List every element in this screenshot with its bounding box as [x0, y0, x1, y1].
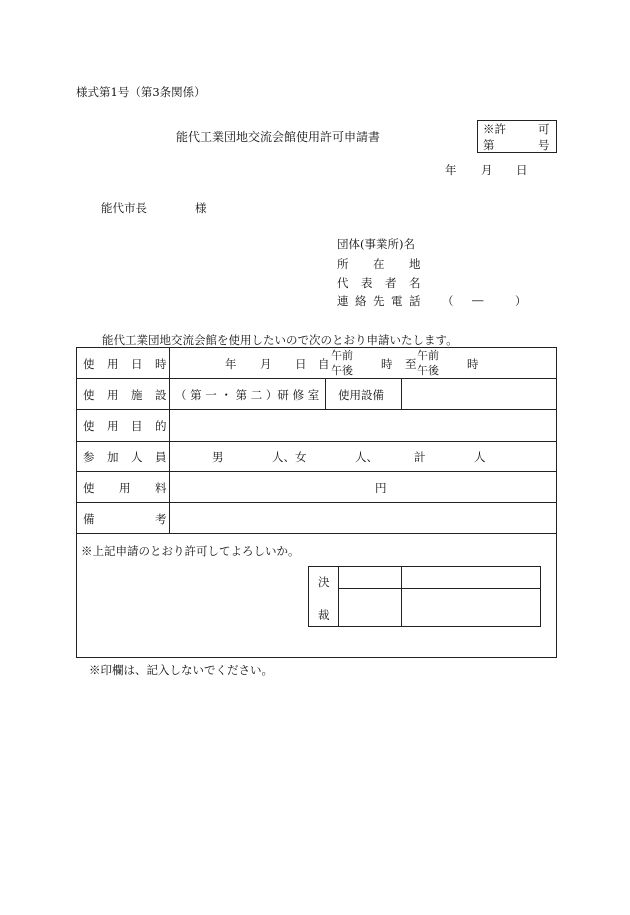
to-am: 午前: [417, 349, 439, 362]
date-day: 日: [516, 163, 528, 177]
permit-line2-right: 号: [538, 138, 550, 152]
address-label-1: 所: [337, 257, 349, 271]
page-title: 能代工業団地交流会館使用許可申請書: [176, 130, 381, 144]
decision-label-1: 決: [318, 575, 330, 589]
equipment-divider: [401, 378, 402, 409]
address-label-3: 地: [409, 257, 421, 271]
participants-label-4: 員: [155, 450, 167, 464]
phone-label-3: 先: [373, 294, 385, 308]
row-divider: [76, 533, 557, 534]
addressee-name: 能代市長: [101, 201, 147, 215]
date-row-label-2: 用: [107, 357, 119, 371]
rep-label-3: 者: [385, 276, 397, 290]
row-divider: [76, 502, 557, 503]
usage-day: 日: [295, 357, 307, 371]
phone-close-paren: ）: [515, 294, 527, 308]
from-am: 午前: [331, 349, 353, 362]
usage-month: 月: [260, 357, 272, 371]
to-hour: 時: [467, 357, 479, 371]
approval-divider: [338, 566, 339, 627]
purpose-label-1: 使: [83, 419, 95, 433]
facility-divider: [325, 378, 326, 409]
total-label: 計: [414, 450, 426, 464]
phone-label-5: 話: [409, 294, 421, 308]
person-label: 人: [474, 450, 486, 464]
row-divider: [76, 441, 557, 442]
phone-open-paren: （: [442, 294, 454, 308]
purpose-label-3: 目: [131, 419, 143, 433]
participants-label-3: 人: [131, 450, 143, 464]
remarks-label-2: 考: [155, 512, 167, 526]
from-hour: 時: [381, 357, 393, 371]
date-year: 年: [445, 163, 457, 177]
intro-text: 能代工業団地交流会館を使用したいので次のとおり申請いたします。: [102, 333, 458, 347]
address-label-2: 在: [373, 257, 385, 271]
usage-year: 年: [225, 357, 237, 371]
row-divider: [76, 378, 557, 379]
label-column-divider: [169, 347, 170, 533]
equipment-label: 使用設備: [338, 388, 384, 402]
yen-label: 円: [375, 481, 387, 495]
male-label: 男: [212, 450, 224, 464]
approval-box: [308, 566, 541, 627]
date-month: 月: [481, 163, 493, 177]
phone-label-1: 連: [337, 294, 349, 308]
permit-line1-left: ※許: [483, 122, 506, 136]
approval-text: ※上記申請のとおり許可してよろしいか。: [81, 544, 300, 558]
rep-label-4: 名: [409, 276, 421, 290]
fee-label-2: 用: [119, 481, 131, 495]
addressee-honorific: 様: [195, 201, 207, 215]
facility-value: （ 第 一 ・ 第 二 ）研 修 室: [175, 388, 320, 402]
participants-label-1: 参: [83, 450, 95, 464]
to-pm: 午後: [417, 364, 439, 377]
phone-label-2: 絡: [355, 294, 367, 308]
person-female-label: 人、女: [272, 450, 307, 464]
from-label: 自: [318, 357, 330, 371]
approval-divider: [401, 566, 402, 627]
permit-line2-left: 第: [483, 138, 495, 152]
facility-label-3: 施: [131, 388, 143, 402]
purpose-label-2: 用: [107, 419, 119, 433]
rep-label-1: 代: [337, 276, 349, 290]
fee-label-3: 料: [155, 481, 167, 495]
footnote: ※印欄は、記入しないでください。: [89, 663, 273, 677]
permit-line1-right: 可: [538, 122, 550, 136]
approval-divider: [338, 588, 541, 589]
person-comma-label: 人、: [355, 450, 378, 464]
phone-dash: ―: [472, 293, 484, 307]
from-pm: 午後: [331, 364, 353, 377]
phone-label-4: 電: [391, 294, 403, 308]
remarks-label-1: 備: [83, 512, 95, 526]
facility-label-1: 使: [83, 388, 95, 402]
form-number: 様式第1号（第3条関係）: [76, 85, 206, 99]
row-divider: [76, 409, 557, 410]
participants-label-2: 加: [107, 450, 119, 464]
decision-label-2: 裁: [318, 608, 330, 622]
to-label: 至: [405, 357, 417, 371]
applicant-org-label: 団体(事業所)名: [337, 237, 415, 251]
row-divider: [76, 471, 557, 472]
fee-label-1: 使: [83, 481, 95, 495]
facility-label-4: 設: [155, 388, 167, 402]
rep-label-2: 表: [361, 276, 373, 290]
date-row-label-4: 時: [155, 357, 167, 371]
purpose-label-4: 的: [155, 419, 167, 433]
date-row-label-3: 日: [131, 357, 143, 371]
date-row-label-1: 使: [83, 357, 95, 371]
facility-label-2: 用: [107, 388, 119, 402]
